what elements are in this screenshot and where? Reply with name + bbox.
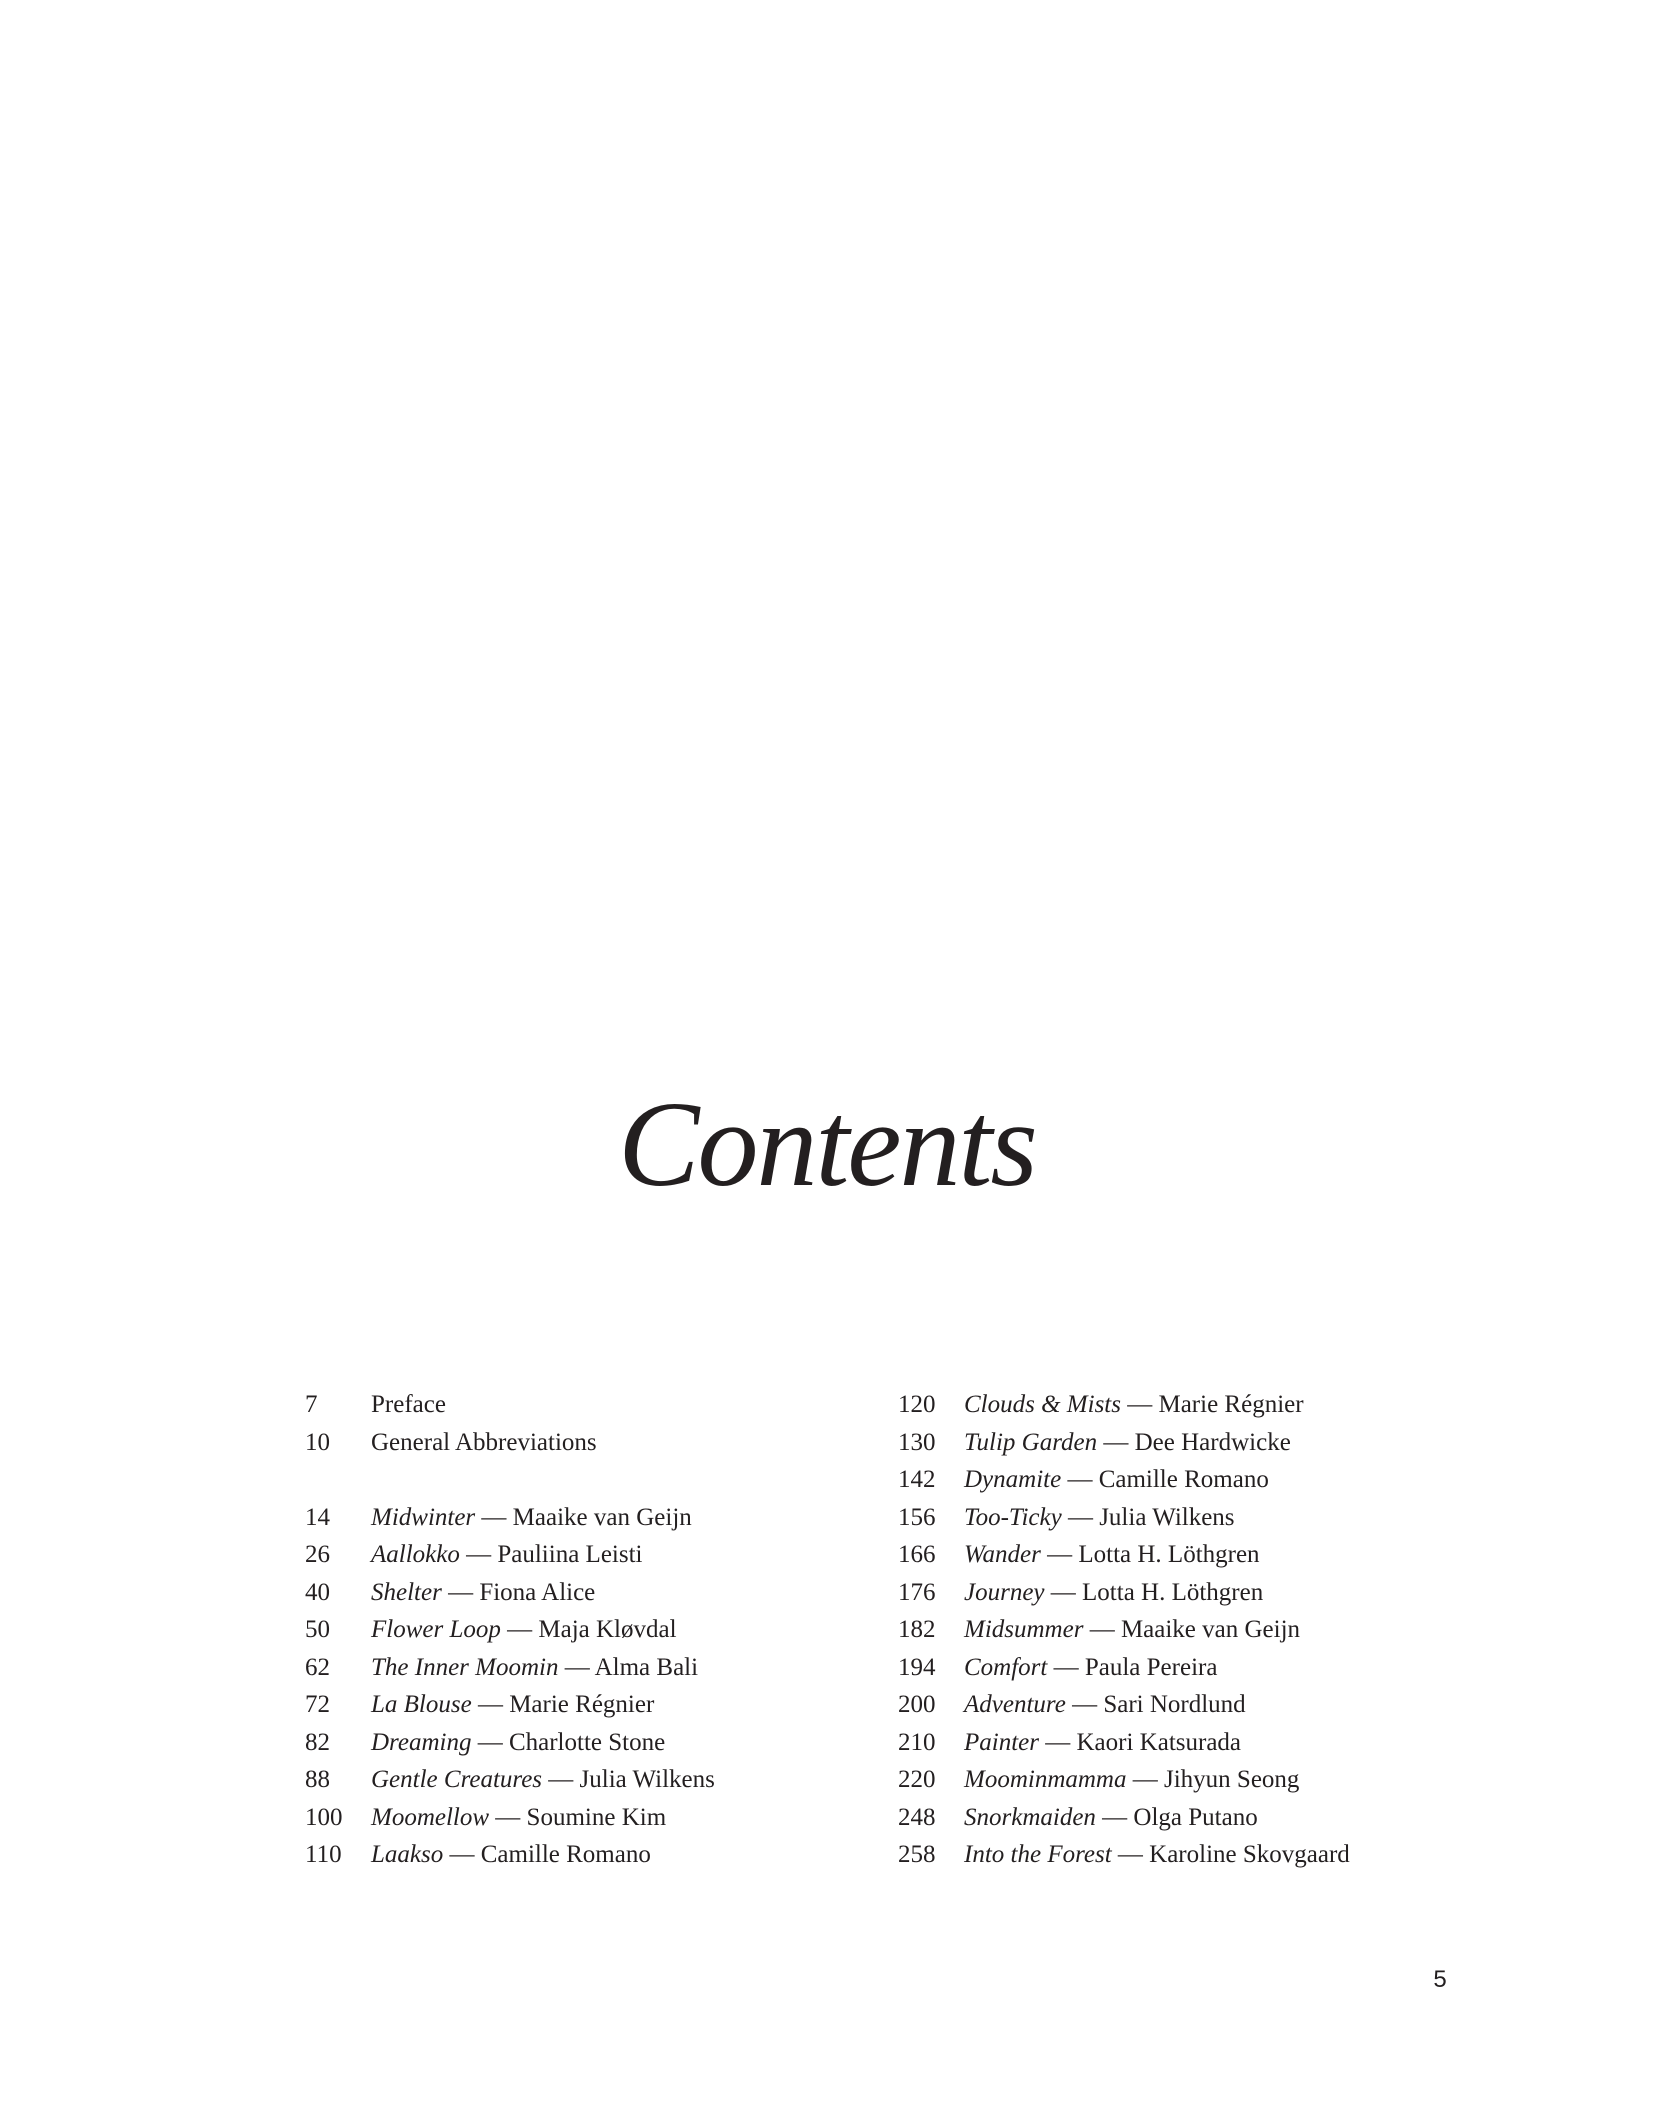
- toc-page-number: 7: [305, 1391, 318, 1418]
- toc-entry-label: Preface: [371, 1391, 446, 1418]
- toc-pattern-title: Moomellow: [371, 1803, 490, 1831]
- toc-pattern-title: Painter: [964, 1728, 1039, 1756]
- toc-author: — Dee Hardwicke: [1097, 1428, 1291, 1456]
- toc-pattern-title: Shelter: [371, 1578, 442, 1606]
- toc-page-number: 88: [305, 1766, 330, 1793]
- toc-author: — Marie Régnier: [471, 1691, 655, 1718]
- toc-page-number: 258: [898, 1841, 936, 1868]
- toc-page-number: 194: [898, 1653, 936, 1681]
- toc-author: — Julia Wilkens: [1061, 1503, 1235, 1531]
- toc-entry-label: General Abbreviations: [371, 1428, 597, 1456]
- toc-pattern-title: Dreaming: [371, 1728, 472, 1756]
- toc-pattern-title: Laakso: [371, 1841, 444, 1868]
- toc-author: — Charlotte Stone: [471, 1728, 666, 1756]
- toc-page-number: 50: [305, 1616, 330, 1643]
- toc-pattern-title: Aallokko: [371, 1541, 460, 1568]
- toc-page-number: 130: [898, 1428, 936, 1456]
- toc-pattern-title: Journey: [964, 1578, 1045, 1606]
- toc-pattern-title: Adventure: [964, 1691, 1066, 1718]
- toc-pattern-title: Midsummer: [964, 1616, 1084, 1643]
- toc-page-number: 166: [898, 1541, 936, 1568]
- toc-author: — Fiona Alice: [441, 1578, 596, 1606]
- toc-page-number: 40: [305, 1578, 330, 1606]
- toc-page-number: 248: [898, 1803, 936, 1831]
- toc-page-number: 182: [898, 1616, 936, 1643]
- toc-author: — Camille Romano: [443, 1841, 651, 1868]
- toc-author: — Soumine Kim: [489, 1803, 667, 1831]
- toc-pattern-title: Too-Ticky: [964, 1503, 1062, 1531]
- toc-author: — Paula Pereira: [1047, 1653, 1218, 1681]
- toc-author: — Marie Régnier: [1120, 1391, 1304, 1418]
- toc-pattern-title: Midwinter: [371, 1503, 476, 1531]
- toc-pattern-title: Clouds & Mists: [964, 1391, 1121, 1418]
- toc-author: — Alma Bali: [558, 1653, 699, 1681]
- toc-page-number: 10: [305, 1428, 330, 1456]
- toc-page-number: 156: [898, 1503, 936, 1531]
- toc-pattern-title: Wander: [964, 1541, 1041, 1568]
- toc-author: — Maaike van Geijn: [1083, 1616, 1301, 1643]
- toc-author: — Lotta H. Löthgren: [1044, 1578, 1264, 1606]
- toc-pattern-title: Comfort: [964, 1653, 1048, 1681]
- toc-page-number: 82: [305, 1728, 330, 1756]
- toc-author: — Sari Nordlund: [1065, 1691, 1246, 1718]
- toc-author: — Maja Kløvdal: [500, 1616, 677, 1643]
- toc-author: — Karoline Skovgaard: [1111, 1841, 1350, 1868]
- toc-page-number: 26: [305, 1541, 330, 1568]
- toc-page-number: 14: [305, 1503, 330, 1531]
- toc-page-number: 62: [305, 1653, 330, 1681]
- toc-author: — Pauliina Leisti: [459, 1541, 643, 1568]
- toc-page-number: 72: [305, 1691, 330, 1718]
- toc-page-number: 110: [305, 1841, 342, 1868]
- toc-page-number: 120: [898, 1391, 936, 1418]
- toc-page-number: 142: [898, 1466, 936, 1493]
- toc-author: — Kaori Katsurada: [1039, 1728, 1242, 1756]
- page-title: Contents: [618, 1077, 1036, 1212]
- toc-author: — Olga Putano: [1095, 1803, 1258, 1831]
- toc-author: — Lotta H. Löthgren: [1040, 1541, 1260, 1568]
- toc-pattern-title: Snorkmaiden: [964, 1803, 1096, 1831]
- toc-author: — Maaike van Geijn: [475, 1503, 692, 1531]
- toc-pattern-title: Tulip Garden: [964, 1428, 1098, 1456]
- toc-author: — Camille Romano: [1061, 1466, 1269, 1493]
- toc-pattern-title: Moominmamma: [964, 1766, 1127, 1793]
- toc-author: — Jihyun Seong: [1126, 1766, 1300, 1793]
- toc-pattern-title: La Blouse: [371, 1691, 472, 1718]
- toc-author: — Julia Wilkens: [542, 1766, 715, 1793]
- toc-pattern-title: The Inner Moomin: [371, 1653, 559, 1681]
- page-number: 5: [1433, 1966, 1447, 1993]
- toc-page-number: 176: [898, 1578, 936, 1606]
- toc-pattern-title: Dynamite: [964, 1466, 1062, 1493]
- toc-page-number: 220: [898, 1766, 936, 1793]
- toc-pattern-title: Into the Forest: [964, 1841, 1112, 1868]
- toc-pattern-title: Flower Loop: [371, 1616, 501, 1643]
- toc-pattern-title: Gentle Creatures: [371, 1766, 543, 1793]
- toc-page-number: 100: [305, 1803, 343, 1831]
- toc-page-number: 210: [898, 1728, 936, 1756]
- toc-page-number: 200: [898, 1691, 936, 1718]
